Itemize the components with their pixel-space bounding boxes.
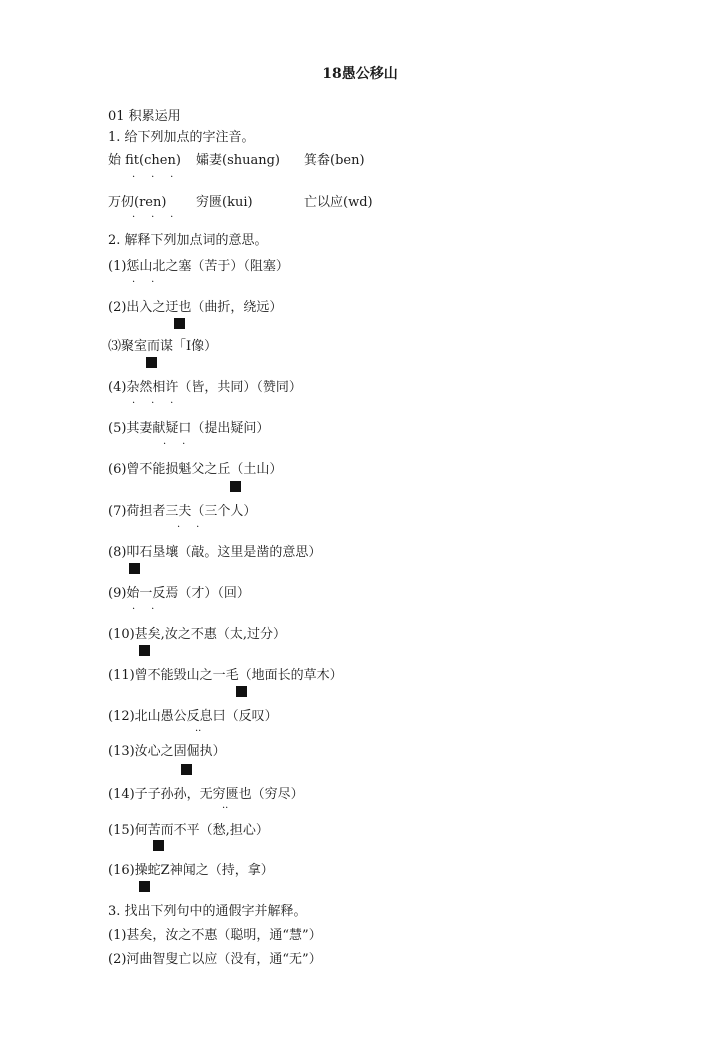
emphasis-mark [129,563,140,574]
pinyin-item: 孀妻(shuang) [196,153,281,168]
emphasis-mark [174,318,185,329]
vocab-item-6: (6)曾不能损魁父之丘（土山） [108,462,283,477]
vocab-item-9: (9)始一反焉（才）（回） [108,586,250,601]
emphasis-dots: · · · [132,398,174,409]
pinyin-item: 箕畚(ben) [304,153,365,168]
pinyin-item: 始 fit(chen) [108,153,181,168]
pinyin-item: 万仞(ren) [108,195,167,210]
emphasis-dots: · · [163,439,186,450]
vocab-item-8: (8)叩石垦壤（敲。这里是凿的意思） [108,545,322,560]
question-3-heading: 3. 找出下列句中的通假字并解释。 [108,904,307,919]
emphasis-mark [181,764,192,775]
vocab-item-4: (4)杂然相许（皆，共同）（赞同） [108,380,302,395]
emphasis-mark [139,881,150,892]
vocab-item-12: (12)北山愚公反息曰（反叹） [108,709,278,724]
pinyin-row-1 [108,152,408,169]
emphasis-dots: · · [132,604,155,615]
vocab-item-15: (15)何苦而不平（愁,担心） [108,823,269,838]
vocab-item-13: (13)汝心之固倔执） [108,744,226,759]
vocab-item-5: (5)其妻献疑口（提出疑问） [108,421,270,436]
vocab-item-10: (10)甚矣,汝之不惠（太,过分） [108,627,286,642]
vocab-item-14: (14)子子孙孙，无穷匮也（穷尽） [108,787,304,802]
emphasis-dots: ·· [195,726,202,737]
emphasis-mark [230,481,241,492]
vocab-item-7: (7)荷担者三夫（三个人） [108,504,257,519]
emphasis-dots: · · [177,522,200,533]
vocab-item-2: (2)出入之迂也（曲折，绕远） [108,300,283,315]
loanword-item-1: (1)甚矣，汝之不惠（聪明，通“慧”） [108,928,322,943]
vocab-item-3: ⑶聚室而谋「I像） [108,339,218,354]
pinyin-item: 亡以应(wd) [304,195,373,210]
loanword-item-2: (2)河曲智叟亡以应（没有，通“无”） [108,952,322,967]
vocab-item-1: (1)惩山北之塞（苦于）（阻塞） [108,259,289,274]
question-2-heading: 2. 解释下列加点词的意思。 [108,233,268,248]
vocab-item-11: (11)曾不能毁山之一毛（地面长的草木） [108,668,343,683]
emphasis-mark [146,357,157,368]
vocab-item-16: (16)操蛇Z神闻之（持，拿） [108,863,274,878]
page-title: 18愚公移山 [322,66,398,82]
pinyin-item: 穷匮(kui) [196,195,253,210]
emphasis-dots: ·· [222,803,229,814]
emphasis-mark [153,840,164,851]
section-heading: 01 积累运用 [108,109,181,124]
emphasis-dots: · · · [132,212,174,223]
emphasis-dots: · · · [132,172,174,183]
question-1-heading: 1. 给下列加点的字注音。 [108,130,255,145]
emphasis-dots: · · [132,277,155,288]
pinyin-row-2 [108,194,408,211]
emphasis-mark [139,645,150,656]
emphasis-mark [236,686,247,697]
